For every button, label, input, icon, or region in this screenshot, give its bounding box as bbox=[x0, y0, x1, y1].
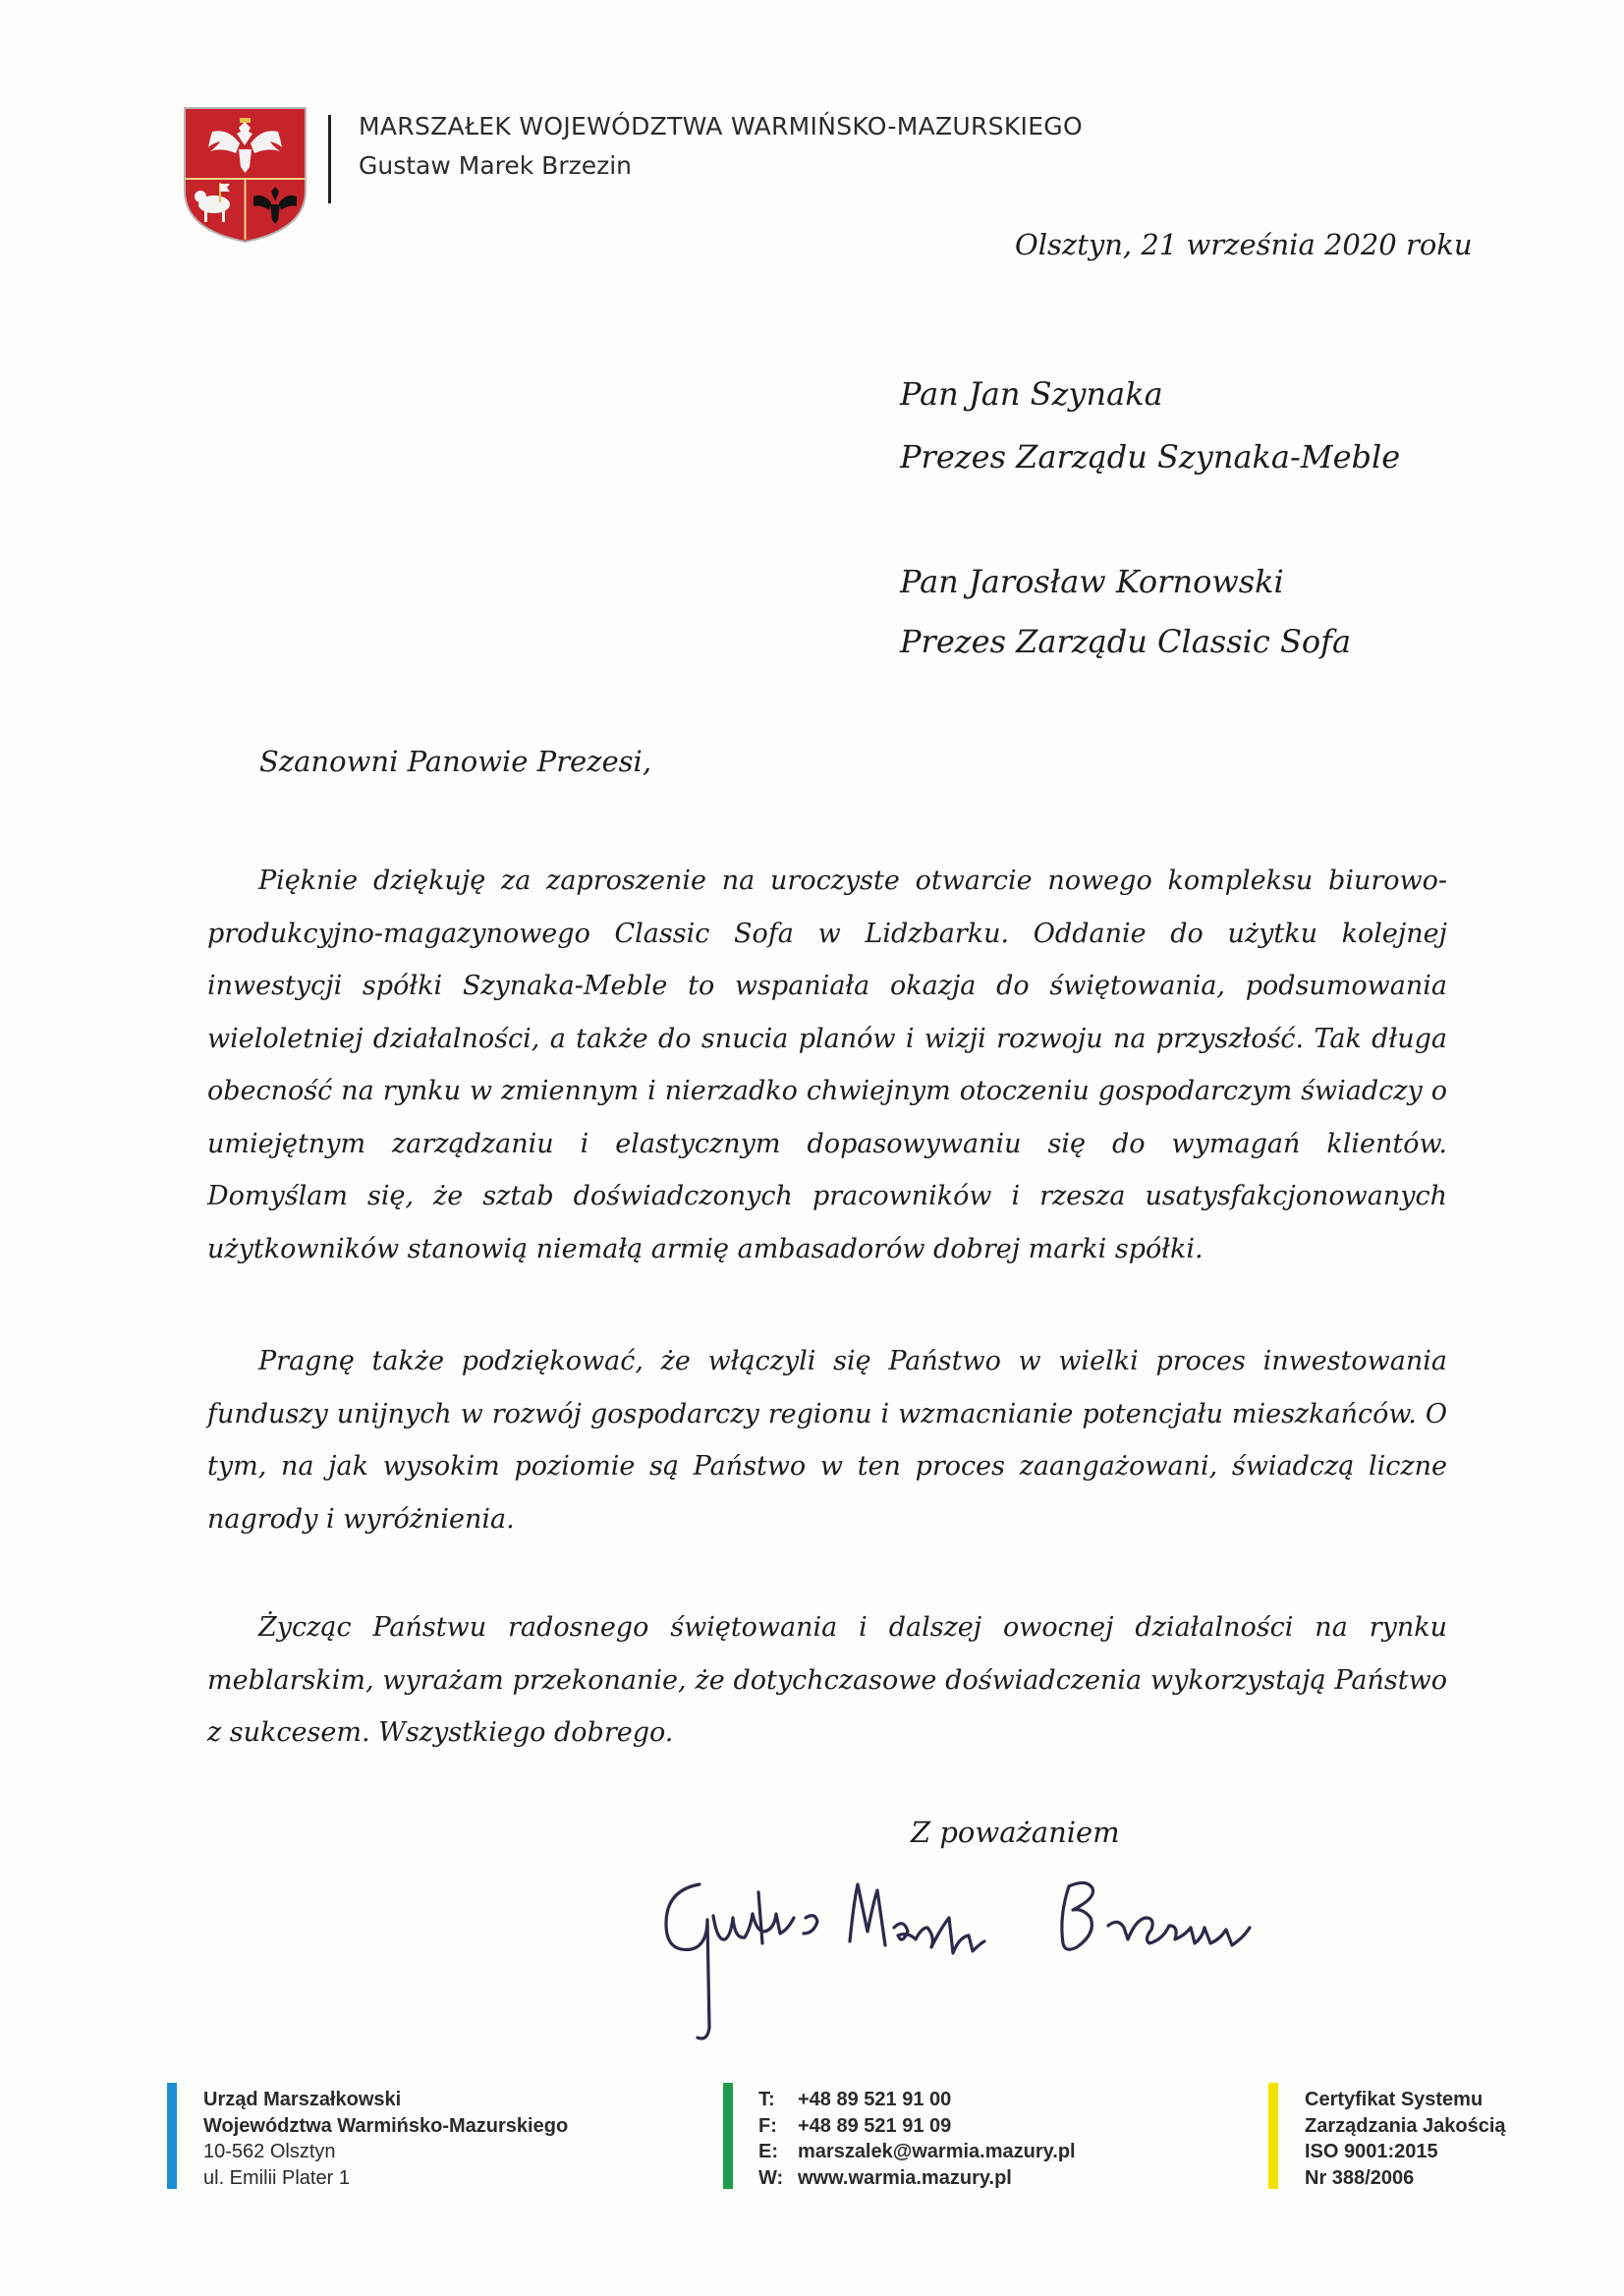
recipient-role: Prezes Zarządu Szynaka-Meble bbox=[900, 438, 1401, 476]
website-row bbox=[758, 2165, 1076, 2192]
coat-of-arms-icon bbox=[183, 106, 308, 244]
phone-label: T: bbox=[758, 2089, 775, 2110]
office-line: ul. Emilii Plater 1 bbox=[203, 2166, 350, 2189]
contact-block bbox=[758, 2087, 1076, 2191]
recipient-name: Pan Jan Szynaka bbox=[900, 375, 1163, 413]
email-row bbox=[758, 2139, 1076, 2165]
letter-date: Olsztyn, 21 września 2020 roku bbox=[1015, 228, 1473, 261]
office-address bbox=[203, 2087, 568, 2191]
email-label: E: bbox=[758, 2141, 778, 2162]
header-divider bbox=[328, 115, 331, 203]
phone-row bbox=[758, 2087, 1076, 2113]
recipient-role: Prezes Zarządu Classic Sofa bbox=[900, 623, 1352, 660]
certificate-line: Certyfikat Systemu bbox=[1305, 2089, 1484, 2110]
website-link[interactable]: www.warmia.mazury.pl bbox=[798, 2166, 1012, 2189]
phone-number: +48 89 521 91 00 bbox=[798, 2089, 952, 2110]
handwritten-signature bbox=[648, 1847, 1395, 2044]
closing-phrase: Z poważaniem bbox=[911, 1816, 1120, 1849]
certificate-line: Nr 388/2006 bbox=[1305, 2166, 1415, 2189]
contact-accent-bar bbox=[723, 2083, 733, 2189]
certificate-line: Zarządzania Jakością bbox=[1305, 2114, 1506, 2137]
body-paragraph: Życząc Państwu radosnego świętowania i dalszej owocnej działalności na rynku meblarskim, wyrażam przekonanie, że dotychczasowe doświadczenia wykorzystają Państwo z sukcesem. Wszystkiego dobrego. bbox=[207, 1612, 1447, 1748]
salutation: Szanowni Panowie Prezesi, bbox=[259, 745, 652, 778]
certificate-line: ISO 9001:2015 bbox=[1305, 2141, 1438, 2162]
fax-label: F: bbox=[758, 2114, 777, 2137]
body-paragraph: Pięknie dziękuję za zaproszenie na uroczyste otwarcie nowego kompleksu biurowo-produkcyjno-magazynowego Classic Sofa w Lidzbarku. Oddanie do użytku kolejnej inwestycji spółki Szynaka-Meble to wspaniała okazja do świętowania, podsumowania wieloletniej działalności, a także do snucia planów i wizji rozwoju na przyszłość. Tak długa obecność na rynku w zmiennym i nierzadko chwiejnym otoczeniu gospodarczym świadczy o umiejętnym zarządzaniu i elastycznym dopasowywaniu się do wymagań klientów. Domyślam się, że sztab doświadczonych pracowników i rzesza usatysfakcjonowanych użytkowników stanowią niemałą armię ambasadorów dobrej marki spółki. bbox=[207, 866, 1447, 1264]
body-paragraph: Pragnę także podziękować, że włączyli się Państwo w wielki proces inwestowania funduszy unijnych w rozwój gospodarczy regionu i wzmacnianie potencjału mieszkańców. O tym, na jak wysokim poziomie są Państwo w ten proces zaangażowani, świadczą liczne nagrody i wyróżnienia. bbox=[207, 1346, 1447, 1535]
email-link[interactable]: marszalek@warmia.mazury.pl bbox=[798, 2141, 1076, 2162]
office-line: Województwa Warmińsko-Mazurskiego bbox=[203, 2114, 569, 2137]
certificate-accent-bar bbox=[1268, 2083, 1278, 2189]
website-label: W: bbox=[758, 2166, 784, 2189]
fax-row bbox=[758, 2113, 1076, 2140]
issuer-title: MARSZAŁEK WOJEWÓDZTWA WARMIŃSKO-MAZURSKIEGO bbox=[359, 112, 1083, 140]
office-line: Urząd Marszałkowski bbox=[203, 2089, 402, 2110]
office-accent-bar bbox=[167, 2083, 177, 2189]
recipient-name: Pan Jarosław Kornowski bbox=[900, 563, 1284, 600]
office-line: 10-562 Olsztyn bbox=[203, 2141, 336, 2162]
issuer-name: Gustaw Marek Brzezin bbox=[359, 151, 633, 180]
fax-number: +48 89 521 91 09 bbox=[798, 2114, 952, 2137]
certificate-block bbox=[1305, 2087, 1506, 2191]
